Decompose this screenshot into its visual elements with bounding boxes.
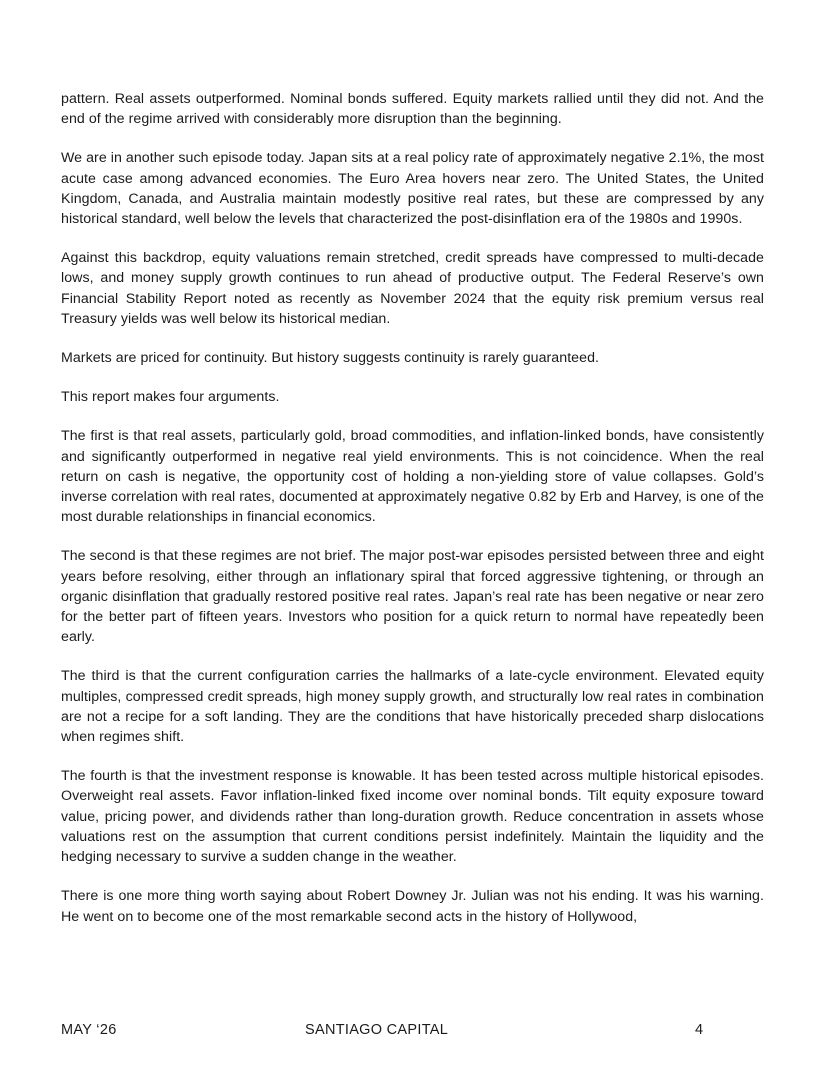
paragraph-closing: There is one more thing worth saying about Robert Downey Jr. Julian was not his ending. It was his warning. He went on to become one of the most remarkable second acts in the history of Hollywood, [61, 888, 764, 925]
paragraph-continuation: pattern. Real assets outperformed. Nominal bonds suffered. Equity markets rallied until they did not. And the end of the regime arrived with considerably more disruption than the beginning. [61, 91, 764, 128]
paragraph-four-arguments: This report makes four arguments. [61, 389, 280, 406]
paragraph-continuity: Markets are priced for continuity. But history suggests continuity is rarely guaranteed. [61, 350, 599, 367]
paragraph-current-episode: We are in another such episode today. Japan sits at a real policy rate of approximately negative 2.1%, the most acute case among advanced economies. The Euro Area hovers near zero. The United States, the United Kingdom, Canada, and Australia maintain modestly positive real rates, but these are compressed by any historical standard, well below the levels that characterized the post-disinflation era of the 1980s and 1990s. [61, 150, 764, 228]
footer-date: MAY ‘26 [61, 1022, 117, 1038]
paragraph-argument-four: The fourth is that the investment response is knowable. It has been tested across multiple historical episodes. Overweight real assets. Favor inflation-linked fixed income over nominal bonds. Tilt equity exposure toward value, pricing power, and dividends rather than long-duration growth. Reduce concentration in assets whose valuations rest on the assumption that current conditions persist indefinitely. Maintain the liquidity and the hedging necessary to survive a sudden change in the weather. [61, 768, 764, 866]
document-body [61, 89, 764, 946]
footer-publisher: SANTIAGO CAPITAL [305, 1022, 449, 1038]
paragraph-argument-three: The third is that the current configuration carries the hallmarks of a late-cycle environment. Elevated equity multiples, compressed credit spreads, high money supply growth, and structurally low real rates in combination are not a recipe for a soft landing. They are the conditions that have historically preceded sharp dislocations when regimes shift. [61, 668, 764, 746]
paragraph-argument-two: The second is that these regimes are not brief. The major post-war episodes persisted between three and eight years before resolving, either through an inflationary spiral that forced aggressive tightening, or through an organic disinflation that gradually restored positive real rates. Japan’s real rate has been negative or near zero for the better part of fifteen years. Investors who position for a quick return to normal have repeatedly been early. [61, 548, 764, 646]
paragraph-backdrop: Against this backdrop, equity valuations remain stretched, credit spreads have compressed to multi-decade lows, and money supply growth continues to run ahead of productive output. The Federal Reserve’s own Financial Stability Report noted as recently as November 2024 that the equity risk premium versus real Treasury yields was well below its historical median. [61, 250, 764, 327]
footer-page-number: 4 [695, 1022, 704, 1038]
page-footer [0, 1020, 821, 1042]
paragraph-argument-one: The first is that real assets, particularly gold, broad commodities, and inflation-linked bonds, have consistently and significantly outperformed in negative real yield environments. This is not coincidence. When the real return on cash is negative, the opportunity cost of holding a non-yielding store of value collapses. Gold’s inverse correlation with real rates, documented at approximately negative 0.82 by Erb and Harvey, is one of the most durable relationships in financial economics. [61, 428, 764, 526]
